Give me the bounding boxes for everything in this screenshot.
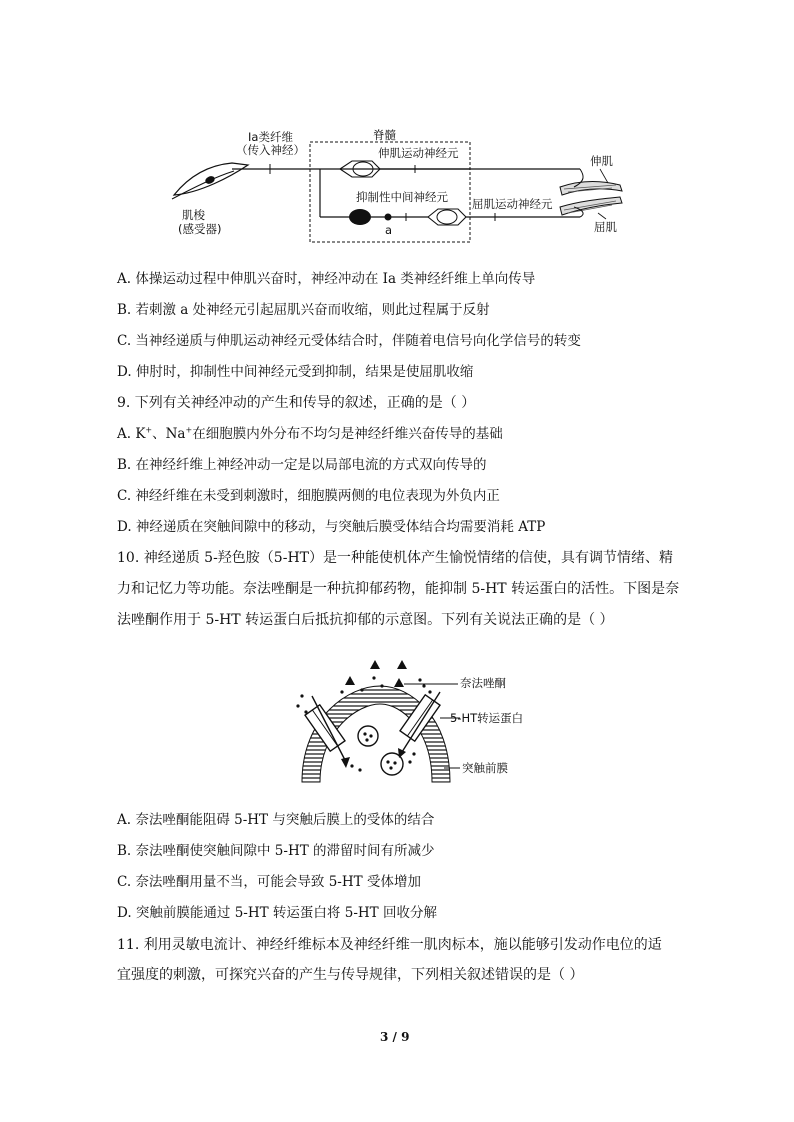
label-spinal-cord: 脊髓	[373, 128, 396, 142]
q10-option-b: B. 奈法唑酮使突触间隙中 5-HT 的滞留时间有所减少	[117, 843, 435, 859]
q10-stem-line-3: 法唑酮作用于 5-HT 转运蛋白后抵抗抑郁的示意图。下列有关说法正确的是（ ）	[117, 612, 614, 628]
q8-option-b: B. 若刺激 a 处神经元引起屈肌兴奋而收缩，则此过程属于反射	[117, 302, 490, 318]
q9-option-a-rest: 在细胞膜内外分布不均匀是神经纤维兴奋传导的基础	[192, 426, 503, 442]
label-receptor: (感受器)	[178, 222, 222, 236]
label-flexor-motor: 屈肌运动神经元	[472, 197, 553, 211]
reflex-arc-diagram	[160, 125, 640, 245]
label-inhibitory: 抑制性中间神经元	[356, 190, 448, 204]
label-drug: 奈法唑酮	[460, 676, 506, 690]
label-presynaptic: 突触前膜	[462, 761, 508, 775]
q10-option-a: A. 奈法唑酮能阻碍 5-HT 与突触后膜上的受体的结合	[117, 812, 435, 828]
q11-stem-line-2: 宜强度的刺激，可探究兴奋的产生与传导规律，下列相关叙述错误的是（ ）	[117, 967, 584, 983]
q8-option-c: C. 当神经递质与伸肌运动神经元受体结合时，伴随着电信号向化学信号的转变	[117, 333, 581, 349]
q9-option-a-prefix: A. K	[117, 426, 146, 442]
q9-option-b: B. 在神经纤维上神经冲动一定是以局部电流的方式双向传导的	[117, 457, 487, 473]
q8-option-d: D. 伸肘时，抑制性中间神经元受到抑制，结果是使屈肌收缩	[117, 364, 474, 380]
label-extensor-motor: 伸肌运动神经元	[378, 146, 459, 160]
label-ia-fiber: Ia类纤维	[248, 130, 293, 144]
label-afferent: （传入神经）	[236, 143, 305, 157]
q10-stem-line-1: 10. 神经递质 5-羟色胺（5-HT）是一种能使机体产生愉悦情绪的信使，具有调节情绪、精	[117, 550, 673, 566]
q9-option-a-sup1: +	[145, 425, 153, 435]
q9-option-c: C. 神经纤维在未受到刺激时，细胞膜两侧的电位表现为外负内正	[117, 488, 500, 504]
reflex-arc-figure	[160, 125, 640, 245]
page-number: 3 / 9	[380, 1030, 410, 1044]
label-extensor: 伸肌	[590, 154, 613, 168]
q9-option-d: D. 神经递质在突触间隙中的移动，与突触后膜受体结合均需要消耗 ATP	[117, 519, 546, 535]
q8-option-a: A. 体操运动过程中伸肌兴奋时，神经冲动在 Ia 类神经纤维上单向传导	[117, 271, 536, 287]
q9-stem: 9. 下列有关神经冲动的产生和传导的叙述，正确的是（ ）	[117, 395, 476, 411]
label-transporter: 5-HT转运蛋白	[450, 711, 524, 725]
q9-option-a	[117, 425, 503, 443]
synapse-figure	[290, 656, 550, 788]
q11-stem-line-1: 11. 利用灵敏电流计、神经纤维标本及神经纤维一肌肉标本，施以能够引发动作电位的适	[117, 937, 662, 953]
q10-stem-line-2: 力和记忆力等功能。奈法唑酮是一种抗抑郁药物，能抑制 5-HT 转运蛋白的活性。下图是奈	[117, 581, 680, 597]
q9-option-a-mid: 、Na	[152, 426, 186, 442]
q10-option-d: D. 突触前膜能通过 5-HT 转运蛋白将 5-HT 回收分解	[117, 905, 437, 921]
label-a: a	[385, 223, 393, 237]
label-flexor: 屈肌	[594, 220, 617, 234]
label-spindle: 肌梭	[182, 208, 205, 222]
q9-option-a-sup2: +	[185, 425, 193, 435]
q10-option-c: C. 奈法唑酮用量不当，可能会导致 5-HT 受体增加	[117, 874, 421, 890]
